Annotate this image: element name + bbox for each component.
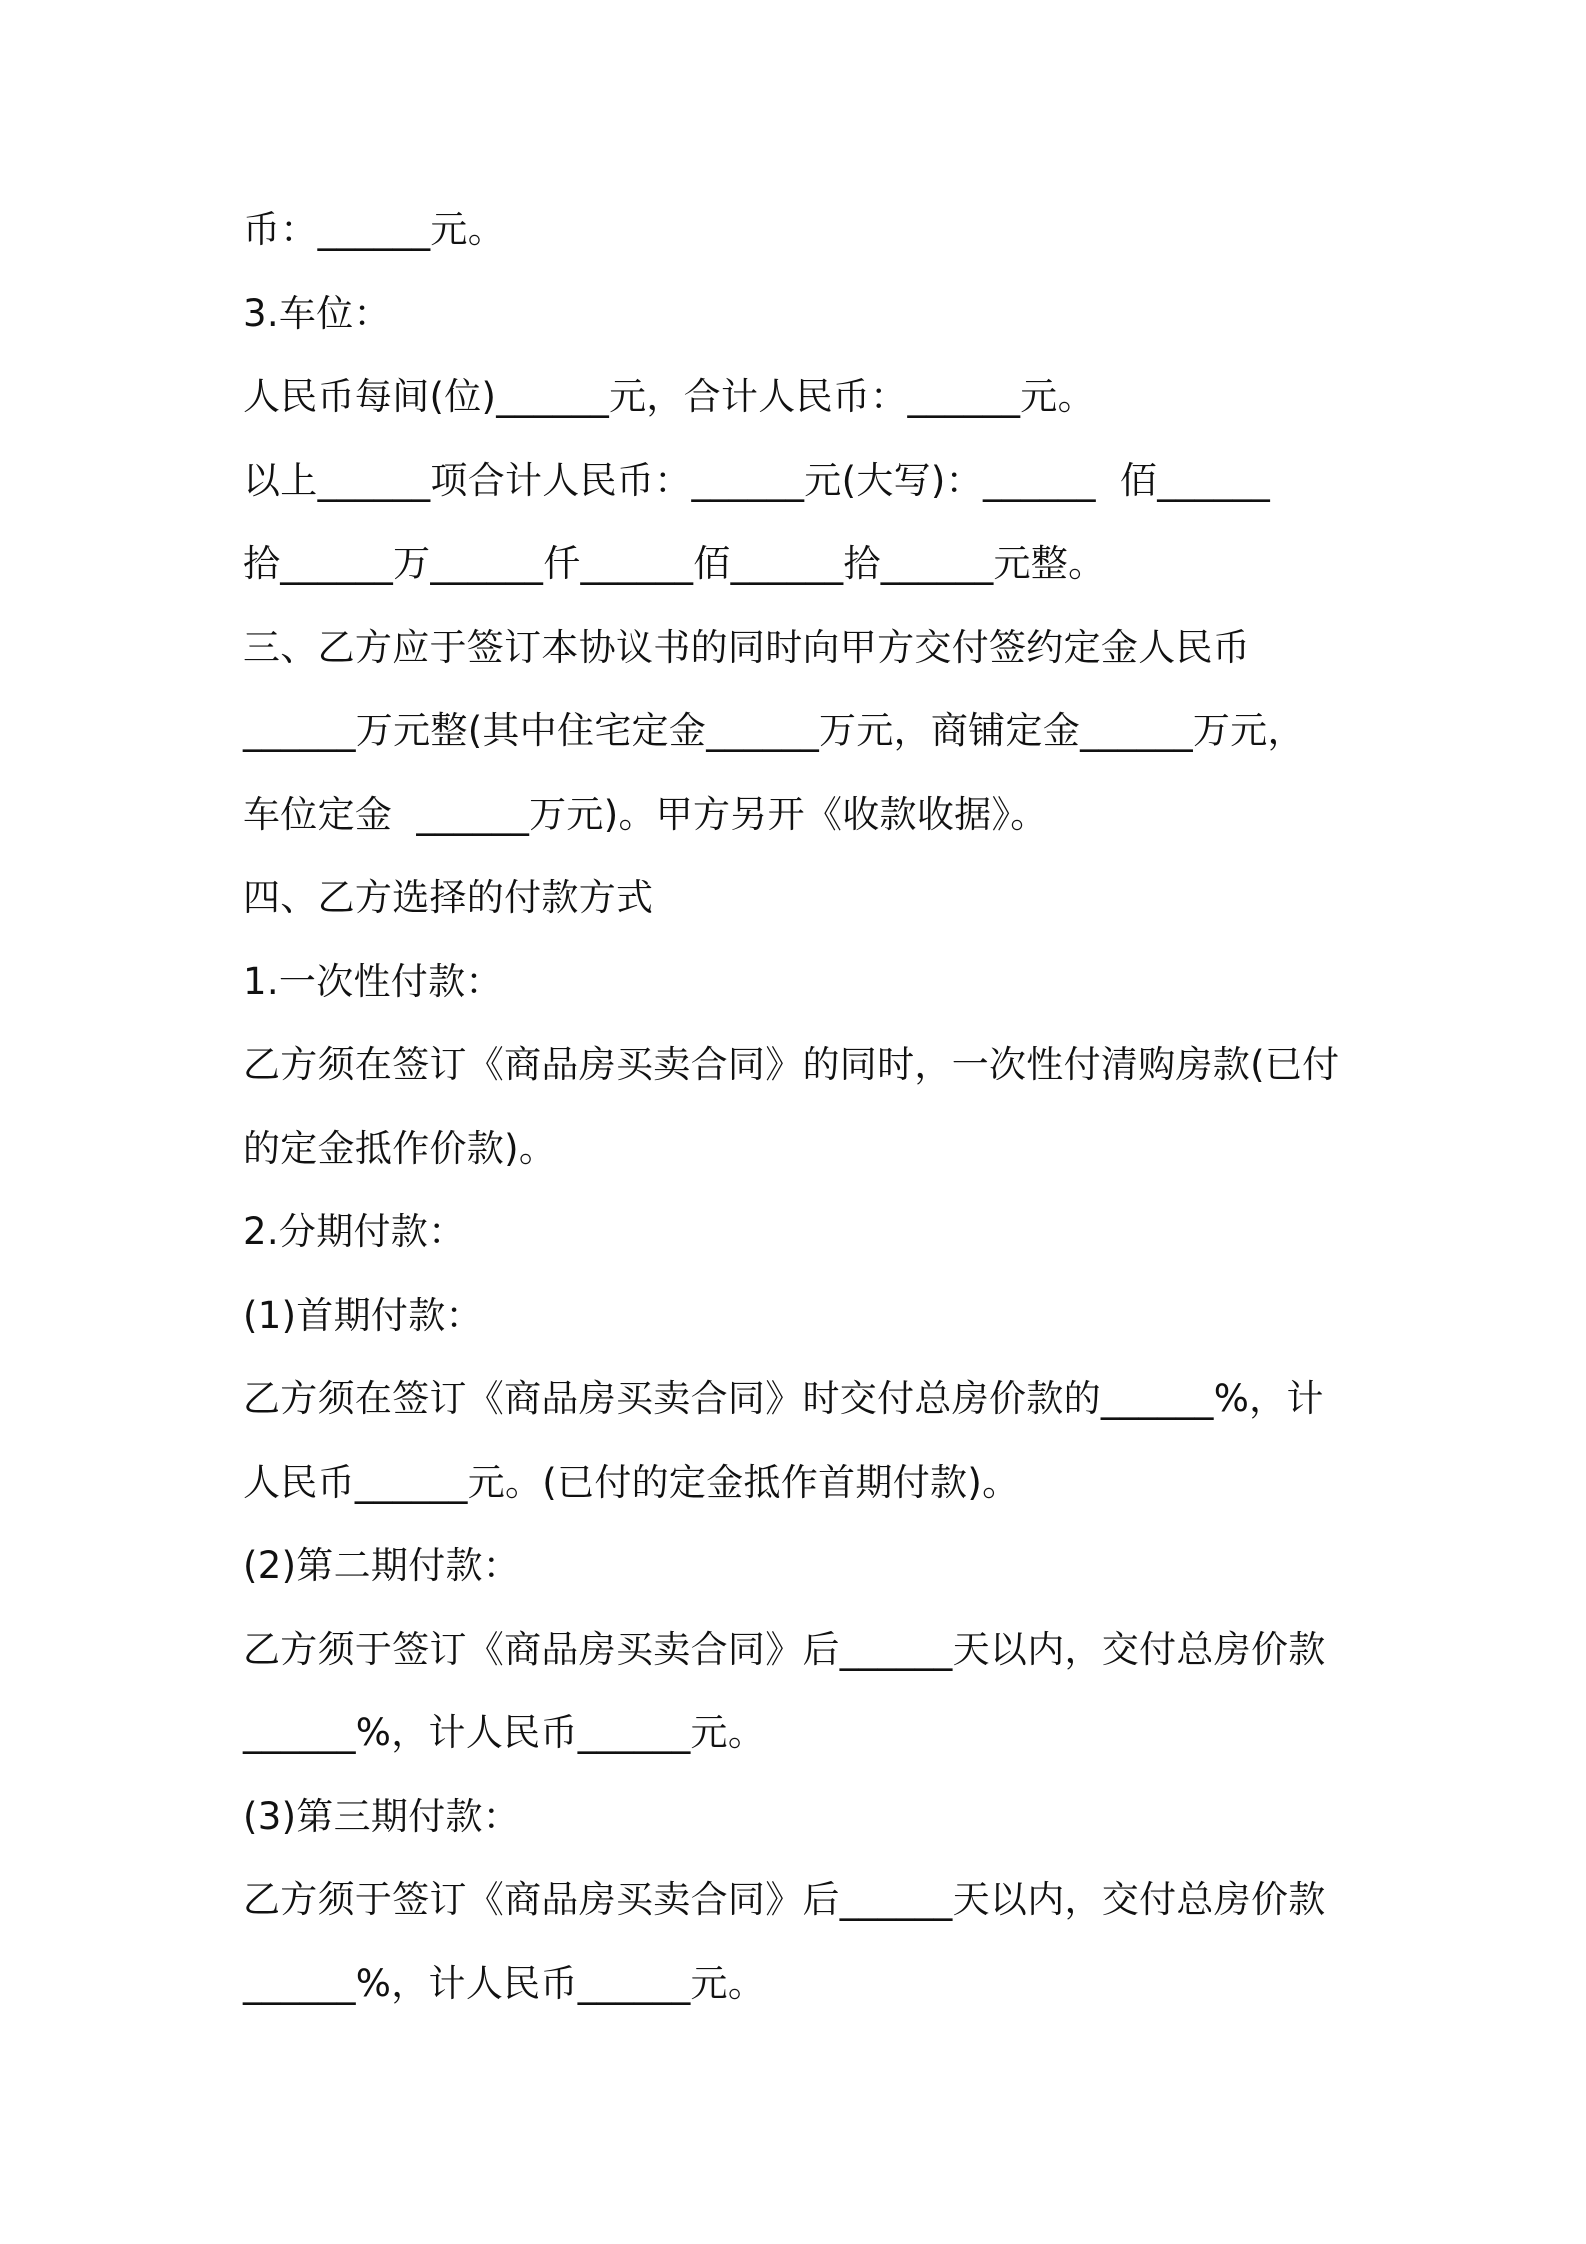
section-heading: 1.一次性付款： xyxy=(243,959,503,1003)
section-heading: (3)第三期付款： xyxy=(243,1794,521,1838)
text-line: 的定金抵作价款)。 xyxy=(243,1126,557,1170)
text-line: 乙方须在签订《商品房买卖合同》时交付总房价款的______%，计 xyxy=(243,1377,1324,1420)
section-heading: (1)首期付款： xyxy=(243,1293,483,1337)
text-line: 乙方须于签订《商品房买卖合同》后______天以内，交付总房价款 xyxy=(243,1878,1326,1921)
section-heading: 四、乙方选择的付款方式 xyxy=(243,876,654,919)
text-line: 乙方须于签订《商品房买卖合同》后______天以内，交付总房价款 xyxy=(243,1627,1326,1671)
section-heading: 2.分期付款： xyxy=(243,1210,466,1253)
text-line: 乙方须在签订《商品房买卖合同》的同时，一次性付清购房款(已付 xyxy=(243,1043,1340,1086)
section-heading: 三、乙方应于签订本协议书的同时向甲方交付签约定金人民币 xyxy=(243,625,1251,669)
text-line: 拾______万______仟______佰______拾______元整。 xyxy=(243,542,1106,585)
text-line: 人民币每间(位)______元，合计人民币：______元。 xyxy=(243,375,1095,418)
document-body xyxy=(243,198,1353,2035)
text-line: ______%，计人民币______元。 xyxy=(243,1711,766,1754)
section-heading: (2)第二期付款： xyxy=(243,1544,521,1587)
text-line: ______万元整(其中住宅定金______万元，商铺定金______万元， xyxy=(243,709,1305,752)
text-line: 人民币______元。(已付的定金抵作首期付款)。 xyxy=(243,1460,1020,1504)
text-line: 币：______元。 xyxy=(243,208,505,251)
section-heading: 3.车位： xyxy=(243,291,391,335)
text-line: 车位定金 ______万元)。甲方另开《收款收据》。 xyxy=(243,792,1048,836)
text-line: ______%，计人民币______元。 xyxy=(243,1961,766,2005)
text-line: 以上______项合计人民币：______元(大写)：______ 佰______ xyxy=(243,458,1270,502)
